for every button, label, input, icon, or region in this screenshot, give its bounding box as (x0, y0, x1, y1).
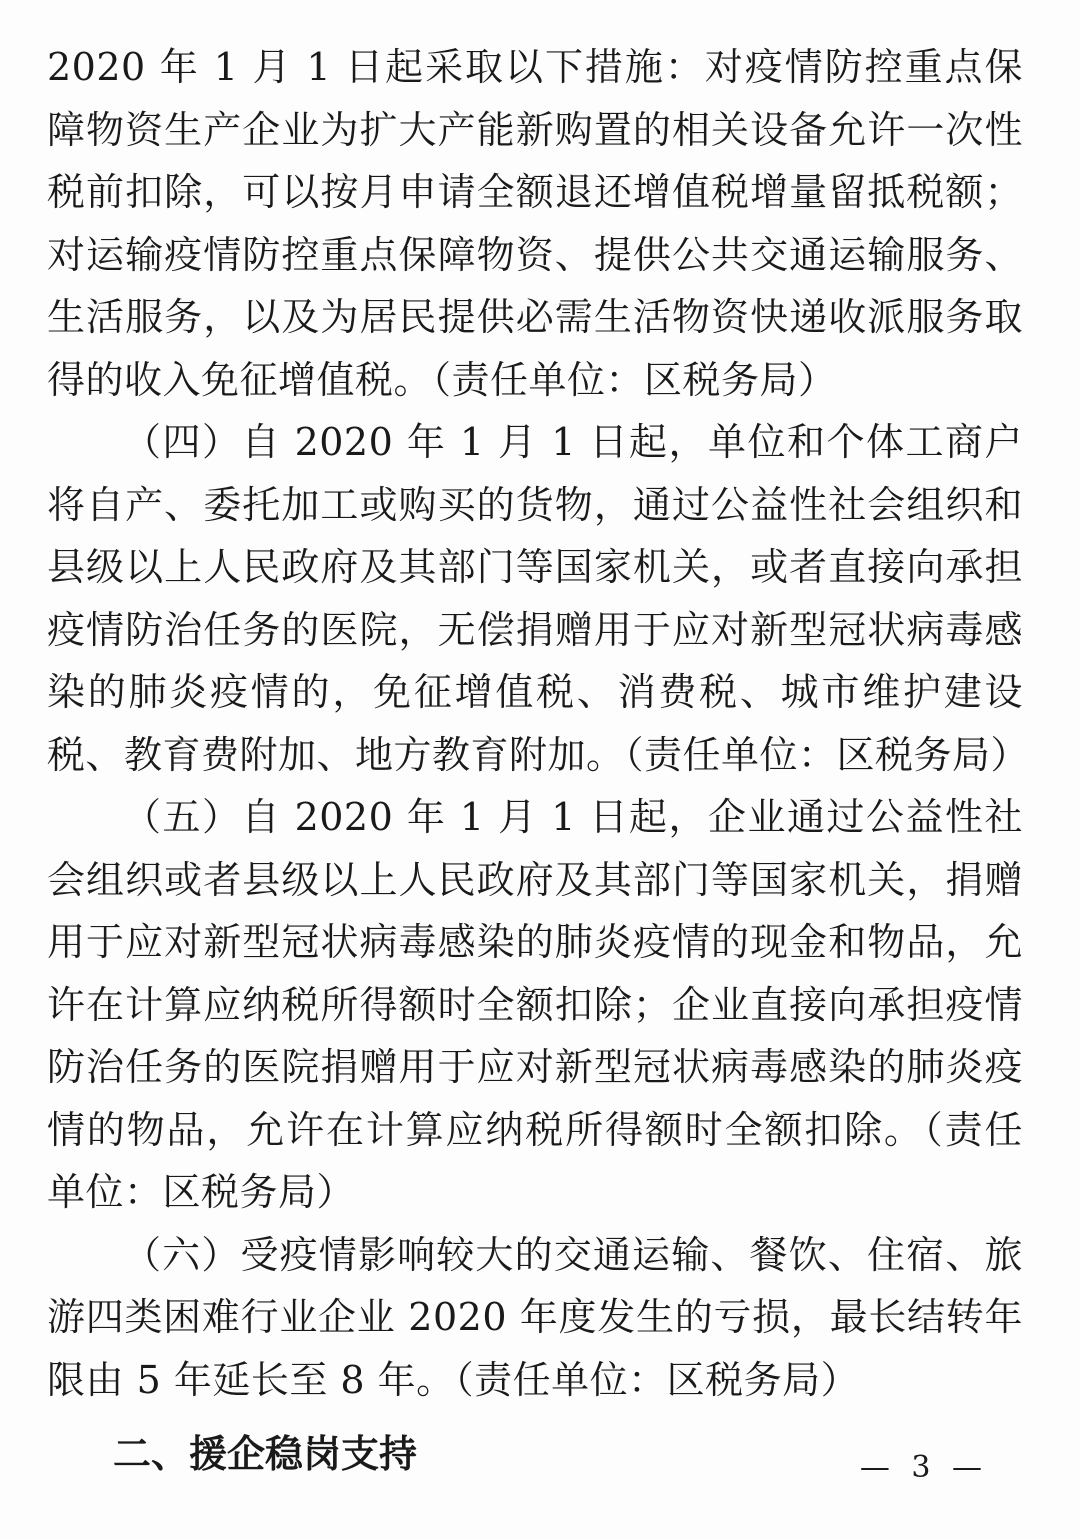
paragraph-six-loss-carryforward: （六）受疫情影响较大的交通运输、餐饮、住宿、旅游四类困难行业企业 2020 年度发生的亏损，最长结转年限由 5 年延长至 8 年。（责任单位：区税务局） (47, 1232, 1023, 1402)
page-number: — 3 — (859, 1450, 988, 1485)
paragraph-tax-measures: 2020 年 1 月 1 日起采取以下措施：对疫情防控重点保障物资生产企业为扩大产能新购置的相关设备允许一次性税前扣除，可以按月申请全额退还增值税增量留抵税额；对运输疫情防控重点保障物资、提供公共交通运输服务、生活服务，以及为居民提供必需生活物资快递收派服务取得的收入免征增值税。（责任单位：区税务局） (47, 45, 1023, 402)
paragraph-five-donation-deduction: （五）自 2020 年 1 月 1 日起，企业通过公益性社会组织或者县级以上人民政府及其部门等国家机关，捐赠用于应对新型冠状病毒感染的肺炎疫情的现金和物品，允许在计算应纳税所得额时全额扣除；企业直接向承担疫情防治任务的医院捐赠用于应对新型冠状病毒感染的肺炎疫情的物品，允许在计算应纳税所得额时全额扣除。（责任单位：区税务局） (47, 795, 1023, 1214)
document-body (47, 36, 1030, 1485)
paragraph-four-donation-vat-exemption: （四）自 2020 年 1 月 1 日起，单位和个体工商户将自产、委托加工或购买的货物，通过公益性社会组织和县级以上人民政府及其部门等国家机关，或者直接向承担疫情防治任务的医院，无偿捐赠用于应对新型冠状病毒感染的肺炎疫情的，免征增值税、消费税、城市维护建设税、教育费附加、地方教育附加。（责任单位：区税务局） (47, 420, 1030, 777)
section-heading: 二、援企稳岗支持 (113, 1432, 418, 1476)
